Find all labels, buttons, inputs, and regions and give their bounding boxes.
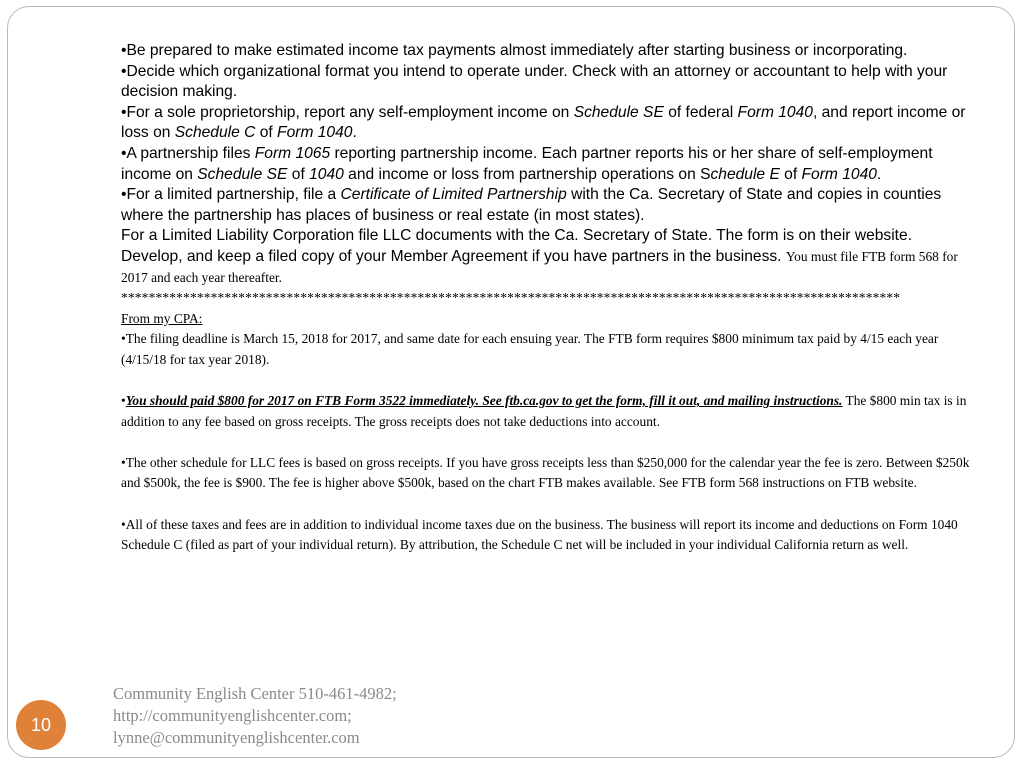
footer-contact (113, 683, 613, 749)
cpa-bullet-llc-fees: •The other schedule for LLC fees is based on gross receipts. If you have gross receipts less than $250,000 for the calendar year the fee is zero. Between $250k and $500k, the fee is $900. The fee is higher above $500k, based on the chart FTB makes available. See FTB form 568 instructions on FTB website. (121, 454, 970, 491)
cpa-bullet-pay-800: •You should paid $800 for 2017 on FTB Form 3522 immediately. See ftb.ca.gov to get the form, fill it out, and mailing instructions. The $800 min tax is in addition to any fee based on gross receipts. The gross receipts does not take deductions into account. (121, 393, 967, 429)
bullet-limited-partnership: •For a limited partnership, file a Certificate of Limited Partnership with the Ca. Secretary of State and copies in counties where the partnership has places of business or real estate (in most states). (121, 186, 942, 224)
separator-line: ***************************************************************************************************************** (121, 290, 901, 306)
bullet-organizational-format: •Decide which organizational format you intend to operate under. Check with an attorney or accountant to help with your decision making. (121, 62, 948, 101)
bullet-sole-proprietorship: •For a sole proprietorship, report any self-employment income on Schedule SE of federal Form 1040, and report income or loss on Schedule C of Form 1040. (121, 103, 966, 142)
page-number-badge: 10 (16, 700, 66, 750)
cpa-heading: From my CPA: (121, 310, 203, 326)
slide-content (121, 41, 971, 556)
bullet-estimated-tax: •Be prepared to make estimated income tax payments almost immediately after starting business or incorporating. (121, 42, 908, 59)
cpa-bullet-filing-deadline: •The filing deadline is March 15, 2018 for 2017, and same date for each ensuing year. The FTB form requires $800 minimum tax paid by 4/15 each year (4/15/18 for tax year 2018). (121, 331, 939, 367)
paragraph-llc: For a Limited Liability Corporation file LLC documents with the Ca. Secretary of State. The form is on their website. Develop, and keep a filed copy of your Member Agreement if you have partners in the business. You must file FTB form 568 for 2017 and each year thereafter. (121, 227, 958, 285)
cpa-bullet-individual-taxes: •All of these taxes and fees are in addition to individual income taxes due on the business. The business will report its income and deductions on Form 1040 Schedule C (filed as part of your individual return). By attribution, the Schedule C net will be included in your individual California return as well. (121, 516, 958, 553)
footer-phone: Community English Center 510-461-4982; (113, 684, 397, 703)
footer-email: lynne@communityenglishcenter.com (113, 728, 360, 747)
bullet-partnership: •A partnership files Form 1065 reporting partnership income. Each partner reports his or her share of self-employment income on Schedule SE of 1040 and income or loss from partnership operations on Schedule E of Form 1040. (121, 144, 933, 183)
footer-website: http://communityenglishcenter.com; (113, 706, 352, 725)
